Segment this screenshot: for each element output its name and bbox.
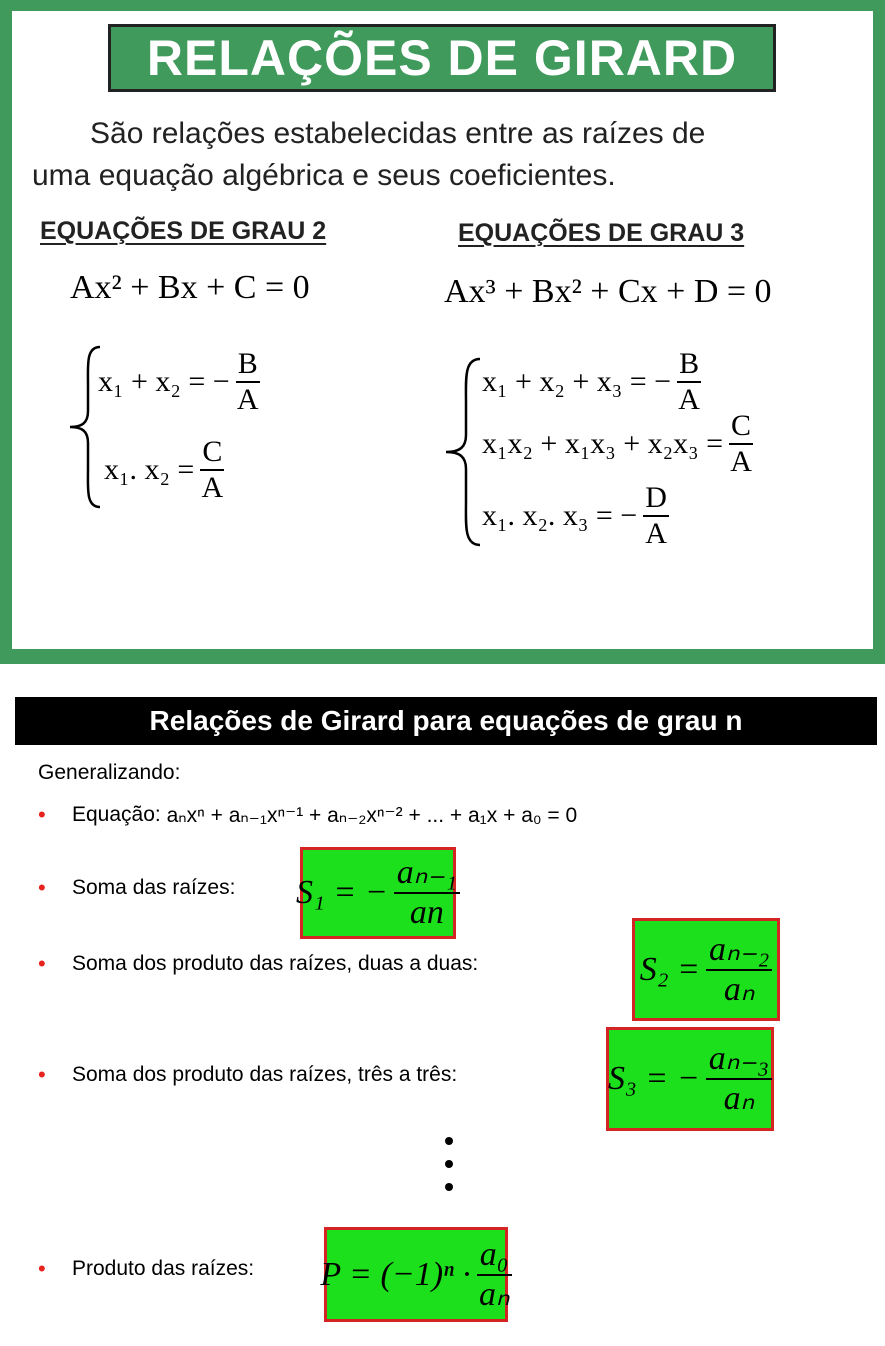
s2-den: aₙ (723, 970, 755, 1008)
poster-content (12, 11, 873, 649)
grau3-heading: EQUAÇÕES DE GRAU 3 (458, 219, 745, 247)
grau3-equation: Ax³ + Bx² + Cx + D = 0 (444, 273, 772, 310)
grau2-equation: Ax² + Bx + C = 0 (70, 269, 310, 306)
grau2-sum-lhs: x₁ + x₂ = − (98, 365, 230, 398)
bullet-s3 (38, 1062, 457, 1088)
intro-line-2: uma equação algébrica e seus coeficientes. (32, 159, 616, 192)
s1-lhs: S₁ = − (295, 874, 388, 911)
grau2-prod-num: C (200, 435, 224, 471)
grau3-l2-num: C (729, 409, 753, 445)
continuation-dots (445, 1137, 455, 1206)
girard-poster (0, 0, 885, 664)
s1-fraction (394, 854, 460, 932)
intro-text (32, 113, 852, 197)
grau3-l2-lhs: x₁x₂ + x₁x₃ + x₂x₃ = (482, 427, 724, 460)
grau3-l2-fraction (729, 409, 753, 479)
grau3-l3-den: A (645, 517, 667, 550)
s1-label: Soma das raízes: (72, 876, 236, 899)
p-fraction (477, 1236, 512, 1314)
bullet-dot: • (38, 1062, 46, 1087)
grau3-l1-fraction (677, 347, 701, 417)
s3-fraction (706, 1040, 772, 1118)
p-num: a₀ (477, 1236, 512, 1276)
poster-title: RELAÇÕES DE GIRARD (146, 30, 738, 86)
s2-formula-box (632, 918, 780, 1021)
grau2-sum-den: A (236, 383, 259, 416)
bullet-product (38, 1256, 254, 1282)
s3-num: aₙ₋₃ (706, 1040, 772, 1080)
section-band (15, 697, 877, 745)
general-equation: aₙxⁿ + aₙ₋₁xⁿ⁻¹ + aₙ₋₂xⁿ⁻² + ... + a₁x + a₀ = 0 (166, 803, 578, 827)
s3-label: Soma dos produto das raízes, três a três: (72, 1063, 458, 1086)
equation-label: Equação: (72, 803, 161, 826)
grau3-product-relation (482, 481, 669, 551)
grau2-prod-den: A (201, 471, 224, 504)
grau2-sum-num: B (236, 347, 260, 383)
bullet-s1 (38, 875, 235, 901)
bullet-equation (38, 802, 577, 828)
s2-label: Soma dos produto das raízes, duas a duas: (72, 952, 479, 975)
s2-num: aₙ₋₂ (706, 931, 772, 971)
s2-fraction (706, 931, 772, 1009)
grau3-l3-lhs: x₁. x₂. x₃ = − (482, 499, 638, 532)
s1-num: aₙ₋₁ (394, 854, 460, 894)
grau2-product-relation (104, 435, 224, 505)
grau2-prod-lhs: x₁. x₂ = (104, 453, 195, 486)
section-band-title: Relações de Girard para equações de grau n (149, 705, 743, 736)
grau3-l3-fraction (643, 481, 669, 551)
bullet-dot: • (38, 802, 46, 827)
intro-line-1: São relações estabelecidas entre as raízes de (90, 117, 706, 150)
bullet-s2 (38, 951, 478, 977)
grau3-l1-lhs: x₁ + x₂ + x₃ = − (482, 365, 672, 398)
s3-den: aₙ (723, 1080, 755, 1117)
bullet-dot: • (38, 1256, 46, 1281)
grau2-prod-fraction (200, 435, 224, 505)
grau3-pair-relation (482, 409, 753, 479)
grau3-l2-den: A (730, 445, 752, 478)
poster-title-box (108, 24, 776, 92)
grau2-sum-relation (98, 347, 260, 417)
grau3-sum-relation (482, 347, 701, 417)
grau3-brace (440, 357, 484, 547)
grau2-heading: EQUAÇÕES DE GRAU 2 (40, 217, 327, 245)
generalizando-label: Generalizando: (38, 761, 181, 784)
grau3-l3-num: D (643, 481, 669, 517)
p-label: Produto das raízes: (72, 1257, 255, 1280)
product-formula-box (320, 1227, 510, 1322)
grau3-l1-num: B (677, 347, 701, 383)
p-lhs: P = (−1)ⁿ · (320, 1255, 471, 1293)
s1-den: an (409, 894, 444, 931)
grau2-sum-fraction (236, 347, 260, 417)
bullet-dot: • (38, 951, 46, 976)
s3-lhs: S₃ = − (607, 1060, 700, 1097)
p-den: aₙ (478, 1275, 510, 1313)
grau3-l1-den: A (678, 383, 700, 416)
s1-formula-box (295, 847, 458, 939)
s2-lhs: S₂ = (639, 950, 700, 988)
bullet-dot: • (38, 875, 46, 900)
s3-formula-box (606, 1027, 774, 1131)
